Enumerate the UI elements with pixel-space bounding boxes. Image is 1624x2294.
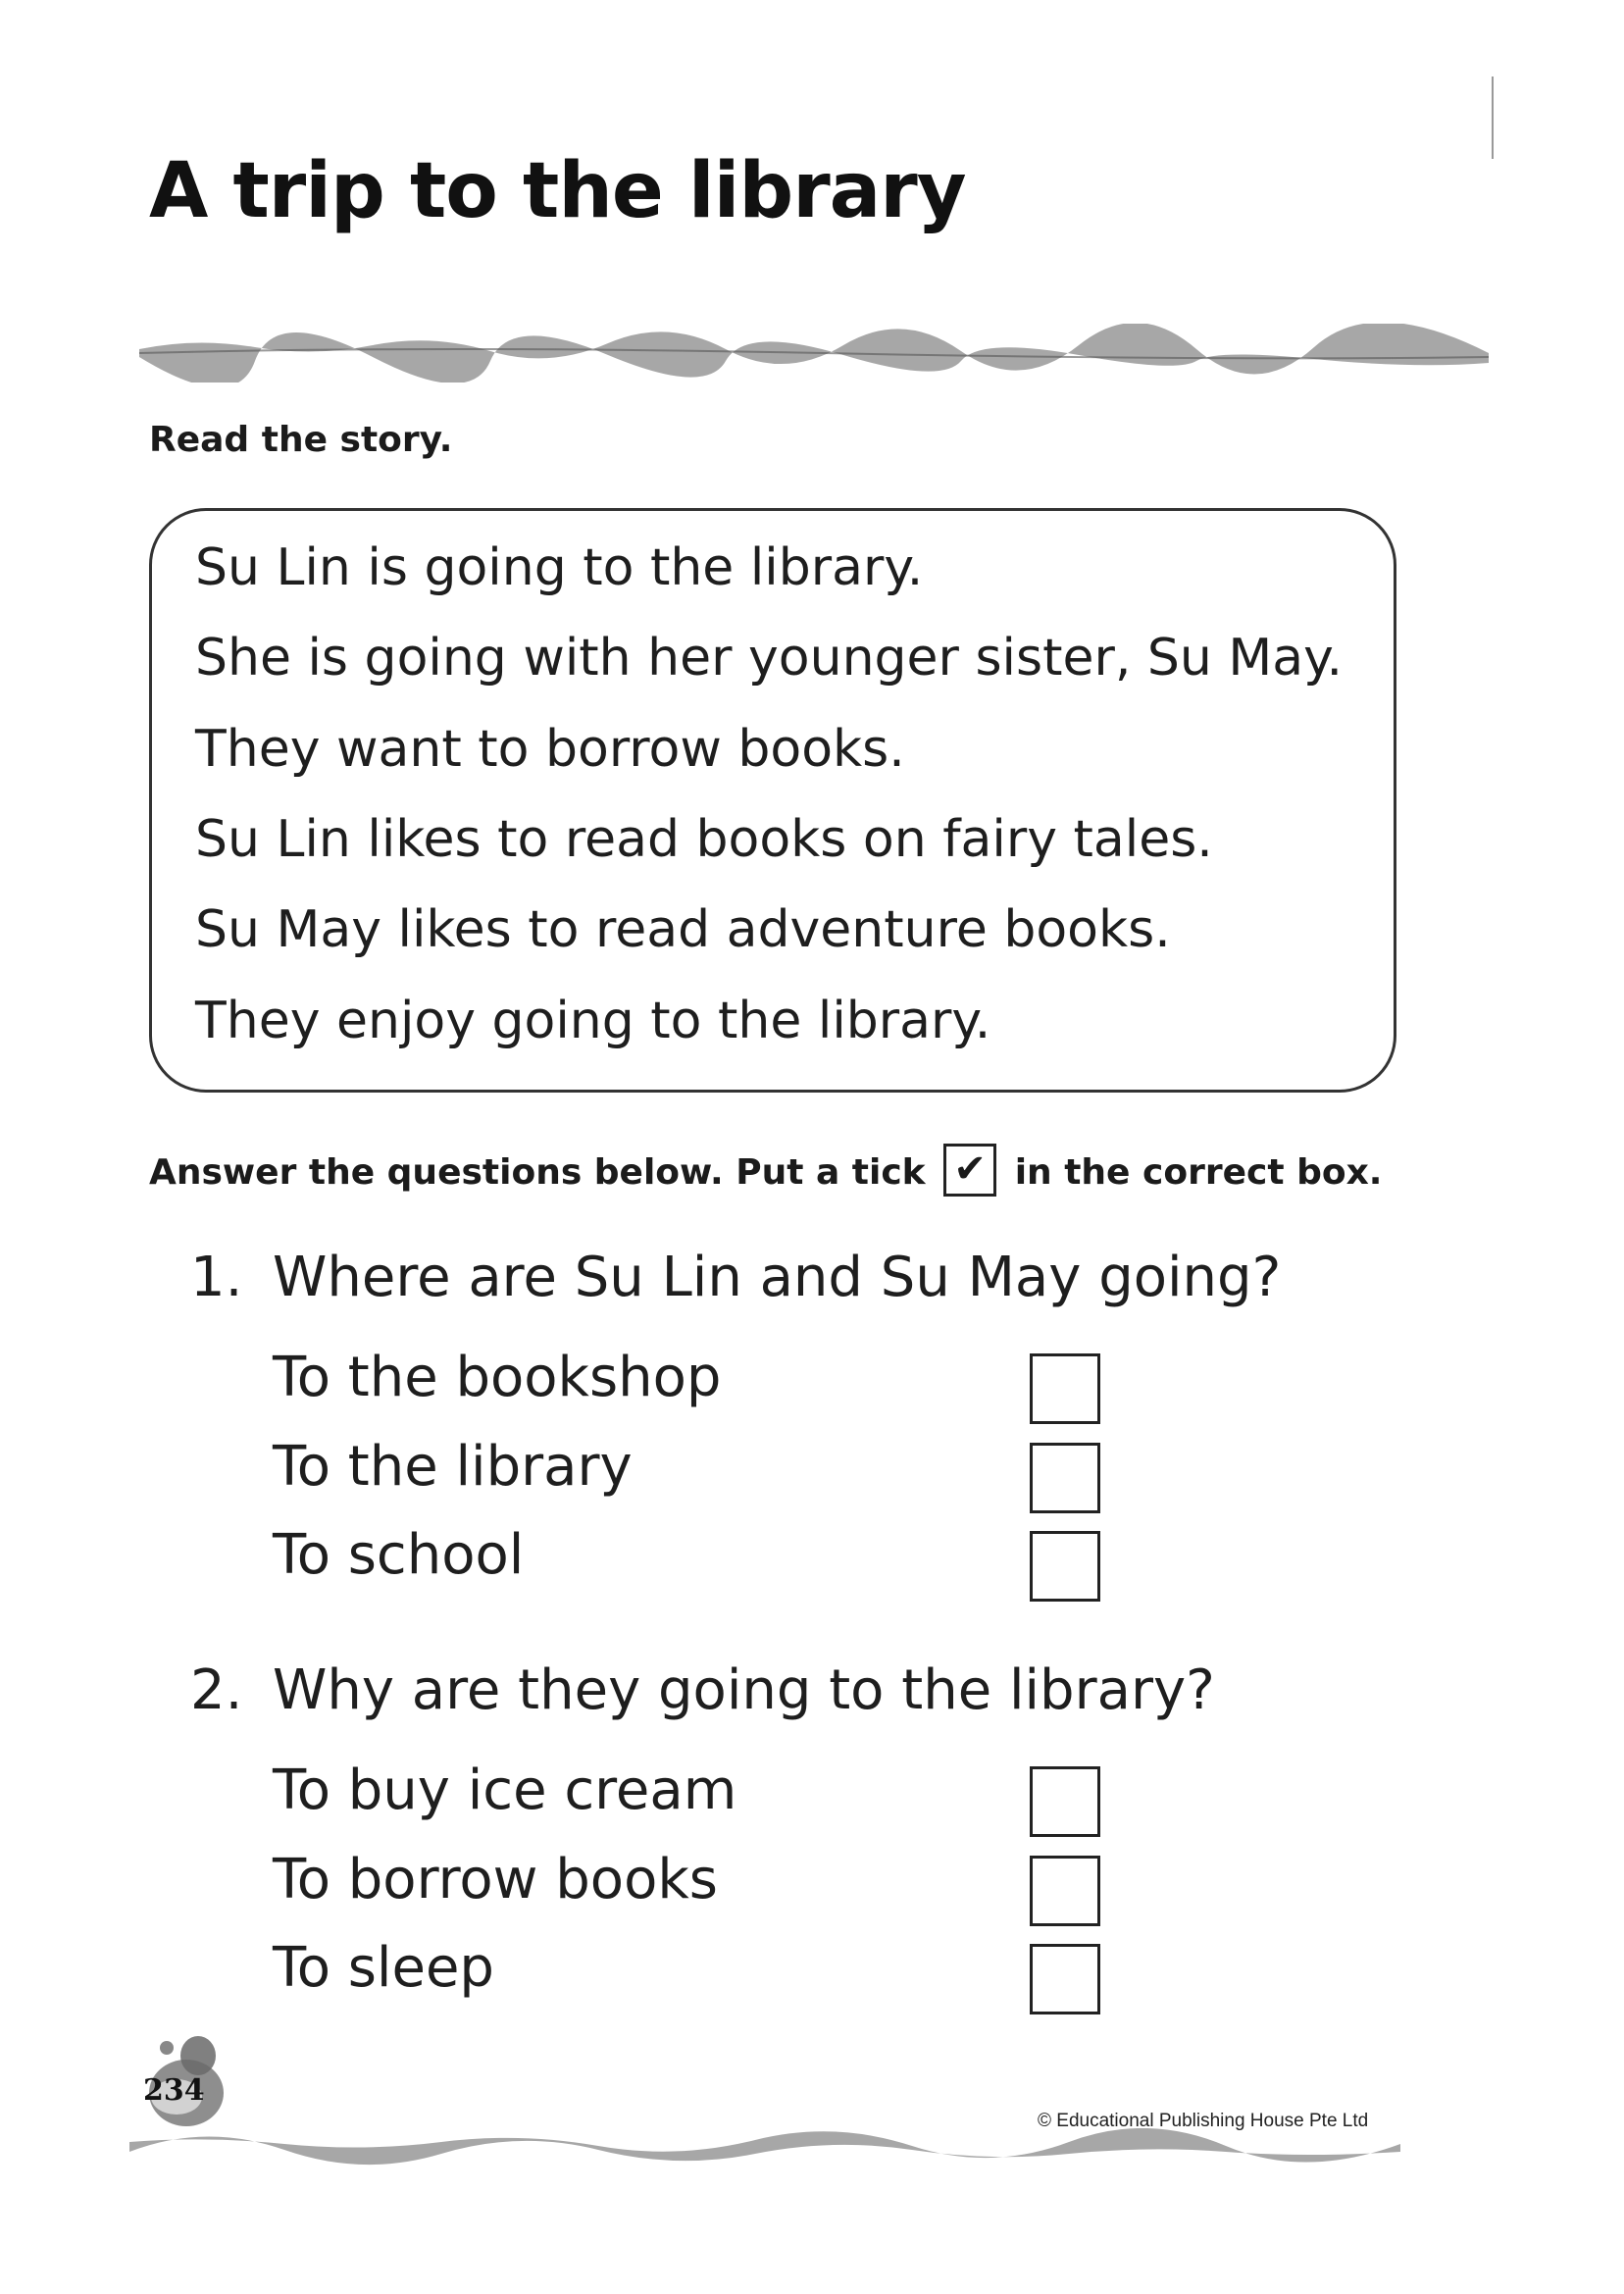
question-text: Where are Su Lin and Su May going? (273, 1246, 1282, 1309)
story-line: They enjoy going to the library. (195, 992, 991, 1050)
option-label: To sleep (273, 1936, 494, 2000)
answer-checkbox[interactable] (1030, 1353, 1100, 1424)
option-label: To school (273, 1523, 525, 1587)
copyright-notice: © Educational Publishing House Pte Ltd (1038, 2111, 1369, 2131)
option-label: To the library (273, 1435, 633, 1499)
answer-checkbox[interactable] (1030, 1531, 1100, 1602)
option-label: To borrow books (273, 1848, 718, 1912)
answer-instruction-after: in the correct box. (1014, 1152, 1383, 1193)
page-title: A trip to the library (149, 147, 966, 235)
question-number: 1. (190, 1246, 243, 1309)
bottom-divider (127, 2128, 1402, 2167)
tick-icon: ✔ (953, 1147, 987, 1192)
story-line: Su May likes to read adventure books. (195, 900, 1171, 959)
option-label: To buy ice cream (273, 1759, 737, 1822)
scan-edge-mark (1492, 76, 1494, 159)
story-line: They want to borrow books. (195, 720, 905, 779)
story-line: She is going with her younger sister, Su May. (195, 629, 1343, 688)
story-line: Su Lin is going to the library. (195, 538, 924, 597)
answer-checkbox[interactable] (1030, 1766, 1100, 1837)
answer-checkbox[interactable] (1030, 1443, 1100, 1513)
read-instruction: Read the story. (149, 420, 453, 460)
page-number: 234 (143, 2073, 205, 2108)
answer-checkbox[interactable] (1030, 1856, 1100, 1926)
answer-checkbox[interactable] (1030, 1944, 1100, 2014)
option-label: To the bookshop (273, 1346, 722, 1409)
story-box (149, 508, 1396, 1093)
tick-example-box (943, 1144, 996, 1197)
answer-instruction (149, 1147, 1382, 1200)
question-number: 2. (190, 1658, 243, 1722)
answer-instruction-before: Answer the questions below. Put a tick (149, 1152, 926, 1193)
question-text: Why are they going to the library? (273, 1658, 1215, 1722)
story-line: Su Lin likes to read books on fairy tales. (195, 810, 1213, 869)
top-divider (137, 324, 1491, 382)
